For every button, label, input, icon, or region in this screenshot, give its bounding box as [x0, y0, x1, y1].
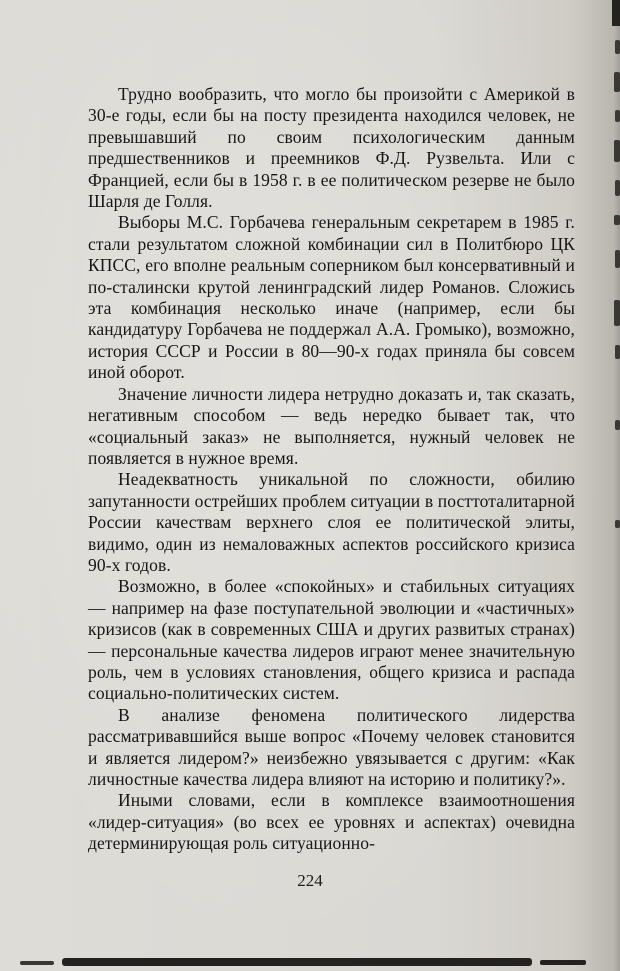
scan-artifact-edge — [615, 180, 620, 196]
scan-artifact-edge — [615, 420, 620, 430]
scan-artifact-bottom-strip — [540, 960, 586, 965]
scan-artifact-bottom-strip — [20, 961, 54, 965]
scan-artifact-edge — [615, 250, 620, 268]
paragraph: Значение личности лидера нетрудно доказать и, так сказать, негативным способом — ведь нередко бывает так, что «социальный заказ» не выполняется, нужный человек не появляется в нужное время. — [88, 383, 575, 468]
paragraph: Выборы М.С. Горбачева генеральным секретарем в 1985 г. стали результатом сложной комбинации сил в Политбюро ЦК КПСС, его вполне реальным соперником был консервативный и по-сталински крутой ленинградский лидер Романов. Сложись эта комбинация несколько иначе (например, если бы кандидатуру Горбачева не поддержал А.А. Громыко), возможно, история СССР и России в 80—90-х годах приняла бы совсем иной оборот. — [88, 212, 575, 383]
paragraph: Иными словами, если в комплексе взаимоотношения «лидер-ситуация» (во всех ее уровнях и аспектах) очевидна детерминирующая роль ситуационно- — [88, 790, 575, 854]
paragraph: В анализе феномена политического лидерства рассматривавшийся выше вопрос «Почему человек становится и является лидером?» неизбежно увязывается с другим: «Как личностные качества лидера влияют на историю и политику?». — [88, 704, 575, 789]
scan-artifact-edge — [615, 345, 620, 359]
paragraph: Трудно вообразить, что могло бы произойти с Америкой в 30-е годы, если бы на посту президента находился человек, не превышавший по своим психологическим данным предшественников и преемников Ф.Д. Рузвельта. Или с Францией, если бы в 1958 г. в ее политическом резерве не было Шарля де Голля. — [88, 84, 575, 212]
scan-artifact-corner — [612, 0, 620, 26]
scan-artifact-edge — [614, 140, 620, 162]
scan-artifact-edge — [615, 40, 620, 54]
scan-artifact-bottom-strip — [62, 958, 532, 966]
paragraph: Возможно, в более «спокойных» и стабильных ситуациях — например на фазе поступательной эволюции и «частичных» кризисов (как в современных США и других развитых странах) — персональные качества лидеров играют менее значительную роль, чем в условиях становления, общего кризиса и распада социально-политических систем. — [88, 576, 575, 704]
scan-artifact-edge — [614, 215, 620, 225]
scan-artifact-edge — [614, 72, 620, 92]
paragraph: Неадекватность уникальной по сложности, обилию запутанности острейших проблем ситуации в посттоталитарной России качествам верхнего слоя ее политической элиты, видимо, один из немаловажных аспектов российского кризиса 90-х годов. — [88, 469, 575, 575]
body-text — [88, 84, 575, 855]
scan-artifact-edge — [615, 520, 620, 528]
scan-artifact-edge — [615, 110, 620, 122]
scan-artifact-edge — [614, 300, 620, 326]
page-number: 224 — [297, 871, 323, 890]
